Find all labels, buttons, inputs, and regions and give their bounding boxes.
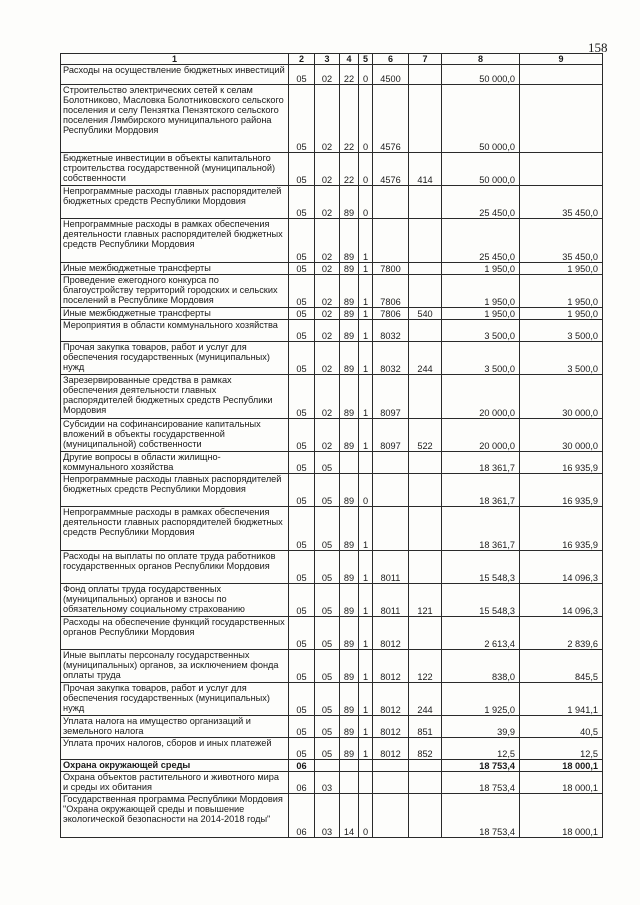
amount-col8: 1 950,0 — [442, 275, 520, 308]
table-row — [61, 85, 603, 153]
subprogram-code: 1 — [359, 507, 373, 551]
row-name: Фонд оплаты труда государственных (муниципальных) органов и взносы по обязательному социальному страхованию — [61, 584, 289, 617]
subprogram-code — [359, 772, 373, 794]
table-row — [61, 474, 603, 507]
row-name: Уплата налога на имущество организаций и земельного налога — [61, 716, 289, 738]
table-row — [61, 308, 603, 320]
header-cell: 8 — [442, 54, 520, 65]
amount-col9: 18 000,1 — [520, 794, 603, 838]
table-row — [61, 760, 603, 772]
razdel-code: 05 — [289, 85, 315, 153]
header-cell: 7 — [409, 54, 442, 65]
expense-type-code — [409, 320, 442, 342]
amount-col9: 18 000,1 — [520, 772, 603, 794]
amount-col8: 18 753,4 — [442, 772, 520, 794]
amount-col9: 40,5 — [520, 716, 603, 738]
row-name: Прочая закупка товаров, работ и услуг для обеспечения государственных (муниципальных) нужд — [61, 342, 289, 375]
amount-col8: 20 000,0 — [442, 419, 520, 452]
row-name: Расходы на обеспечение функций государственных органов Республики Мордовия — [61, 617, 289, 650]
podrazdel-code: 05 — [315, 551, 340, 584]
table-row — [61, 617, 603, 650]
razdel-code: 05 — [289, 584, 315, 617]
razdel-code: 06 — [289, 794, 315, 838]
razdel-code: 05 — [289, 186, 315, 219]
target-article-code: 8011 — [373, 584, 409, 617]
expense-type-code — [409, 452, 442, 474]
budget-table — [60, 53, 603, 838]
table-row — [61, 738, 603, 760]
subprogram-code: 0 — [359, 153, 373, 186]
program-code: 89 — [340, 650, 359, 683]
table-row — [61, 153, 603, 186]
amount-col9: 1 950,0 — [520, 275, 603, 308]
target-article-code: 8097 — [373, 419, 409, 452]
target-article-code — [373, 760, 409, 772]
subprogram-code: 1 — [359, 263, 373, 275]
target-article-code: 8011 — [373, 551, 409, 584]
row-name: Уплата прочих налогов, сборов и иных платежей — [61, 738, 289, 760]
amount-col9: 16 935,9 — [520, 507, 603, 551]
program-code: 22 — [340, 65, 359, 85]
expense-type-code — [409, 219, 442, 263]
amount-col9 — [520, 153, 603, 186]
razdel-code: 06 — [289, 772, 315, 794]
program-code: 89 — [340, 507, 359, 551]
subprogram-code: 1 — [359, 342, 373, 375]
table-body — [61, 65, 603, 838]
program-code: 89 — [340, 375, 359, 419]
program-code: 89 — [340, 683, 359, 716]
row-name: Непрограммные расходы главных распорядителей бюджетных средств Республики Мордовия — [61, 474, 289, 507]
program-code: 89 — [340, 551, 359, 584]
expense-type-code — [409, 85, 442, 153]
row-name: Охрана объектов растительного и животного мира и среды их обитания — [61, 772, 289, 794]
podrazdel-code: 02 — [315, 85, 340, 153]
razdel-code: 05 — [289, 219, 315, 263]
program-code — [340, 452, 359, 474]
podrazdel-code: 02 — [315, 186, 340, 219]
podrazdel-code: 02 — [315, 419, 340, 452]
program-code: 89 — [340, 186, 359, 219]
expense-type-code: 414 — [409, 153, 442, 186]
program-code: 89 — [340, 419, 359, 452]
target-article-code: 8032 — [373, 320, 409, 342]
program-code: 22 — [340, 85, 359, 153]
subprogram-code: 1 — [359, 683, 373, 716]
razdel-code: 05 — [289, 342, 315, 375]
podrazdel-code: 02 — [315, 275, 340, 308]
program-code: 89 — [340, 275, 359, 308]
expense-type-code: 851 — [409, 716, 442, 738]
table-row — [61, 507, 603, 551]
amount-col9: 35 450,0 — [520, 219, 603, 263]
expense-type-code — [409, 551, 442, 584]
podrazdel-code: 02 — [315, 308, 340, 320]
amount-col9: 35 450,0 — [520, 186, 603, 219]
target-article-code: 8012 — [373, 738, 409, 760]
target-article-code: 4576 — [373, 85, 409, 153]
subprogram-code: 0 — [359, 794, 373, 838]
razdel-code: 05 — [289, 419, 315, 452]
target-article-code — [373, 772, 409, 794]
podrazdel-code: 05 — [315, 716, 340, 738]
podrazdel-code: 02 — [315, 342, 340, 375]
expense-type-code: 522 — [409, 419, 442, 452]
program-code: 89 — [340, 617, 359, 650]
table-row — [61, 650, 603, 683]
amount-col8: 25 450,0 — [442, 219, 520, 263]
razdel-code: 05 — [289, 308, 315, 320]
header-row — [61, 54, 603, 65]
row-name: Строительство электрических сетей к селам Болотниково, Масловка Болотниковского сельского поселения и селу Пензятка Пензятского сельского поселения Лямбирского муниципального района Республики Мордовия — [61, 85, 289, 153]
row-name: Прочая закупка товаров, работ и услуг для обеспечения государственных (муниципальных) нужд — [61, 683, 289, 716]
row-name: Расходы на выплаты по оплате труда работников государственных органов Республики Мордовия — [61, 551, 289, 584]
program-code: 89 — [340, 474, 359, 507]
target-article-code: 8012 — [373, 650, 409, 683]
program-code: 22 — [340, 153, 359, 186]
subprogram-code: 1 — [359, 584, 373, 617]
target-article-code — [373, 507, 409, 551]
program-code: 89 — [340, 320, 359, 342]
amount-col8: 15 548,3 — [442, 584, 520, 617]
table-row — [61, 263, 603, 275]
subprogram-code — [359, 760, 373, 772]
subprogram-code — [359, 452, 373, 474]
amount-col8: 1 950,0 — [442, 308, 520, 320]
program-code: 89 — [340, 738, 359, 760]
program-code — [340, 760, 359, 772]
table-row — [61, 65, 603, 85]
row-name: Иные выплаты персоналу государственных (муниципальных) органов, за исключением фонда оплаты труда — [61, 650, 289, 683]
row-name: Расходы на осуществление бюджетных инвестиций — [61, 65, 289, 85]
razdel-code: 05 — [289, 507, 315, 551]
program-code — [340, 772, 359, 794]
razdel-code: 05 — [289, 551, 315, 584]
amount-col8: 3 500,0 — [442, 320, 520, 342]
amount-col9 — [520, 85, 603, 153]
expense-type-code: 244 — [409, 342, 442, 375]
header-cell: 3 — [315, 54, 340, 65]
subprogram-code: 0 — [359, 65, 373, 85]
table-row — [61, 419, 603, 452]
amount-col9: 12,5 — [520, 738, 603, 760]
subprogram-code: 1 — [359, 219, 373, 263]
amount-col8: 15 548,3 — [442, 551, 520, 584]
amount-col8: 18 361,7 — [442, 474, 520, 507]
program-code: 14 — [340, 794, 359, 838]
target-article-code: 8012 — [373, 617, 409, 650]
header-cell: 2 — [289, 54, 315, 65]
table-row — [61, 551, 603, 584]
expense-type-code: 852 — [409, 738, 442, 760]
subprogram-code: 1 — [359, 308, 373, 320]
razdel-code: 05 — [289, 65, 315, 85]
table-row — [61, 584, 603, 617]
subprogram-code: 1 — [359, 716, 373, 738]
table-row — [61, 342, 603, 375]
target-article-code: 4500 — [373, 65, 409, 85]
header-cell: 6 — [373, 54, 409, 65]
razdel-code: 05 — [289, 263, 315, 275]
podrazdel-code: 03 — [315, 772, 340, 794]
amount-col9: 1 950,0 — [520, 263, 603, 275]
amount-col9 — [520, 65, 603, 85]
podrazdel-code: 03 — [315, 794, 340, 838]
amount-col9: 2 839,6 — [520, 617, 603, 650]
program-code: 89 — [340, 263, 359, 275]
table-row — [61, 452, 603, 474]
expense-type-code — [409, 263, 442, 275]
table-row — [61, 320, 603, 342]
podrazdel-code: 02 — [315, 153, 340, 186]
target-article-code: 7800 — [373, 263, 409, 275]
target-article-code: 7806 — [373, 275, 409, 308]
row-name: Субсидии на софинансирование капитальных вложений в объекты государственной (муниципальной) собственности — [61, 419, 289, 452]
subprogram-code: 1 — [359, 275, 373, 308]
target-article-code — [373, 452, 409, 474]
podrazdel-code: 02 — [315, 320, 340, 342]
razdel-code: 05 — [289, 153, 315, 186]
target-article-code: 8012 — [373, 716, 409, 738]
table-row — [61, 186, 603, 219]
amount-col8: 12,5 — [442, 738, 520, 760]
podrazdel-code: 05 — [315, 584, 340, 617]
razdel-code: 05 — [289, 452, 315, 474]
expense-type-code: 121 — [409, 584, 442, 617]
row-name: Иные межбюджетные трансферты — [61, 308, 289, 320]
amount-col9: 14 096,3 — [520, 584, 603, 617]
row-name: Непрограммные расходы в рамках обеспечения деятельности главных распорядителей бюджетных средств Республики Мордовия — [61, 507, 289, 551]
target-article-code: 7806 — [373, 308, 409, 320]
expense-type-code — [409, 375, 442, 419]
program-code: 89 — [340, 716, 359, 738]
row-name: Мероприятия в области коммунального хозяйства — [61, 320, 289, 342]
razdel-code: 05 — [289, 738, 315, 760]
amount-col9: 14 096,3 — [520, 551, 603, 584]
target-article-code: 4576 — [373, 153, 409, 186]
program-code: 89 — [340, 342, 359, 375]
amount-col9: 1 941,1 — [520, 683, 603, 716]
amount-col8: 1 950,0 — [442, 263, 520, 275]
amount-col8: 2 613,4 — [442, 617, 520, 650]
amount-col9: 3 500,0 — [520, 342, 603, 375]
podrazdel-code — [315, 760, 340, 772]
amount-col9: 18 000,1 — [520, 760, 603, 772]
amount-col8: 25 450,0 — [442, 186, 520, 219]
target-article-code — [373, 794, 409, 838]
table-row — [61, 375, 603, 419]
table-row — [61, 275, 603, 308]
expense-type-code: 244 — [409, 683, 442, 716]
header-cell: 4 — [340, 54, 359, 65]
amount-col9: 30 000,0 — [520, 419, 603, 452]
razdel-code: 05 — [289, 275, 315, 308]
subprogram-code: 1 — [359, 617, 373, 650]
row-name: Проведение ежегодного конкурса по благоустройству территорий городских и сельских поселений в Республике Мордовия — [61, 275, 289, 308]
amount-col8: 18 361,7 — [442, 507, 520, 551]
expense-type-code — [409, 186, 442, 219]
subprogram-code: 1 — [359, 320, 373, 342]
target-article-code — [373, 474, 409, 507]
subprogram-code: 1 — [359, 551, 373, 584]
subprogram-code: 1 — [359, 650, 373, 683]
amount-col9: 30 000,0 — [520, 375, 603, 419]
table-row — [61, 716, 603, 738]
amount-col8: 838,0 — [442, 650, 520, 683]
table-row — [61, 794, 603, 838]
razdel-code: 05 — [289, 617, 315, 650]
amount-col9: 845,5 — [520, 650, 603, 683]
expense-type-code: 122 — [409, 650, 442, 683]
amount-col8: 18 753,4 — [442, 760, 520, 772]
razdel-code: 05 — [289, 716, 315, 738]
header-cell: 1 — [61, 54, 289, 65]
expense-type-code: 540 — [409, 308, 442, 320]
podrazdel-code: 02 — [315, 263, 340, 275]
podrazdel-code: 05 — [315, 507, 340, 551]
row-name: Непрограммные расходы главных распорядителей бюджетных средств Республики Мордовия — [61, 186, 289, 219]
amount-col9: 16 935,9 — [520, 474, 603, 507]
header-cell: 9 — [520, 54, 603, 65]
razdel-code: 05 — [289, 683, 315, 716]
row-name: Другие вопросы в области жилищно-коммунального хозяйства — [61, 452, 289, 474]
table-row — [61, 683, 603, 716]
subprogram-code: 1 — [359, 375, 373, 419]
subprogram-code: 0 — [359, 186, 373, 219]
podrazdel-code: 05 — [315, 474, 340, 507]
subprogram-code: 1 — [359, 419, 373, 452]
row-name: Охрана окружающей среды — [61, 760, 289, 772]
amount-col8: 50 000,0 — [442, 153, 520, 186]
table-row — [61, 219, 603, 263]
expense-type-code — [409, 760, 442, 772]
program-code: 89 — [340, 219, 359, 263]
podrazdel-code: 05 — [315, 683, 340, 716]
amount-col8: 50 000,0 — [442, 85, 520, 153]
expense-type-code — [409, 772, 442, 794]
target-article-code — [373, 219, 409, 263]
program-code: 89 — [340, 584, 359, 617]
expense-type-code — [409, 65, 442, 85]
target-article-code: 8097 — [373, 375, 409, 419]
program-code: 89 — [340, 308, 359, 320]
amount-col8: 1 925,0 — [442, 683, 520, 716]
target-article-code: 8012 — [373, 683, 409, 716]
podrazdel-code: 05 — [315, 738, 340, 760]
podrazdel-code: 02 — [315, 375, 340, 419]
amount-col8: 20 000,0 — [442, 375, 520, 419]
podrazdel-code: 05 — [315, 617, 340, 650]
amount-col9: 1 950,0 — [520, 308, 603, 320]
amount-col9: 3 500,0 — [520, 320, 603, 342]
subprogram-code: 1 — [359, 738, 373, 760]
table-row — [61, 772, 603, 794]
subprogram-code: 0 — [359, 85, 373, 153]
expense-type-code — [409, 617, 442, 650]
podrazdel-code: 02 — [315, 65, 340, 85]
razdel-code: 05 — [289, 375, 315, 419]
row-name: Государственная программа Республики Мордовия "Охрана окружающей среды и повышение экологической безопасности на 2014-2018 годы" — [61, 794, 289, 838]
target-article-code: 8032 — [373, 342, 409, 375]
header-cell: 5 — [359, 54, 373, 65]
target-article-code — [373, 186, 409, 219]
podrazdel-code: 05 — [315, 650, 340, 683]
subprogram-code: 0 — [359, 474, 373, 507]
podrazdel-code: 02 — [315, 219, 340, 263]
razdel-code: 05 — [289, 320, 315, 342]
amount-col8: 50 000,0 — [442, 65, 520, 85]
expense-type-code — [409, 275, 442, 308]
amount-col8: 18 361,7 — [442, 452, 520, 474]
razdel-code: 05 — [289, 650, 315, 683]
razdel-code: 06 — [289, 760, 315, 772]
amount-col8: 3 500,0 — [442, 342, 520, 375]
amount-col8: 18 753,4 — [442, 794, 520, 838]
expense-type-code — [409, 507, 442, 551]
amount-col8: 39,9 — [442, 716, 520, 738]
expense-type-code — [409, 474, 442, 507]
razdel-code: 05 — [289, 474, 315, 507]
row-name: Зарезервированные средства в рамках обеспечения деятельности главных распорядителей бюджетных средств Республики Мордовия — [61, 375, 289, 419]
podrazdel-code: 05 — [315, 452, 340, 474]
row-name: Иные межбюджетные трансферты — [61, 263, 289, 275]
amount-col9: 16 935,9 — [520, 452, 603, 474]
page-number: 158 — [588, 40, 608, 55]
row-name: Непрограммные расходы в рамках обеспечения деятельности главных распорядителей бюджетных средств Республики Мордовия — [61, 219, 289, 263]
row-name: Бюджетные инвестиции в объекты капитального строительства государственной (муниципальной) собственности — [61, 153, 289, 186]
expense-type-code — [409, 794, 442, 838]
